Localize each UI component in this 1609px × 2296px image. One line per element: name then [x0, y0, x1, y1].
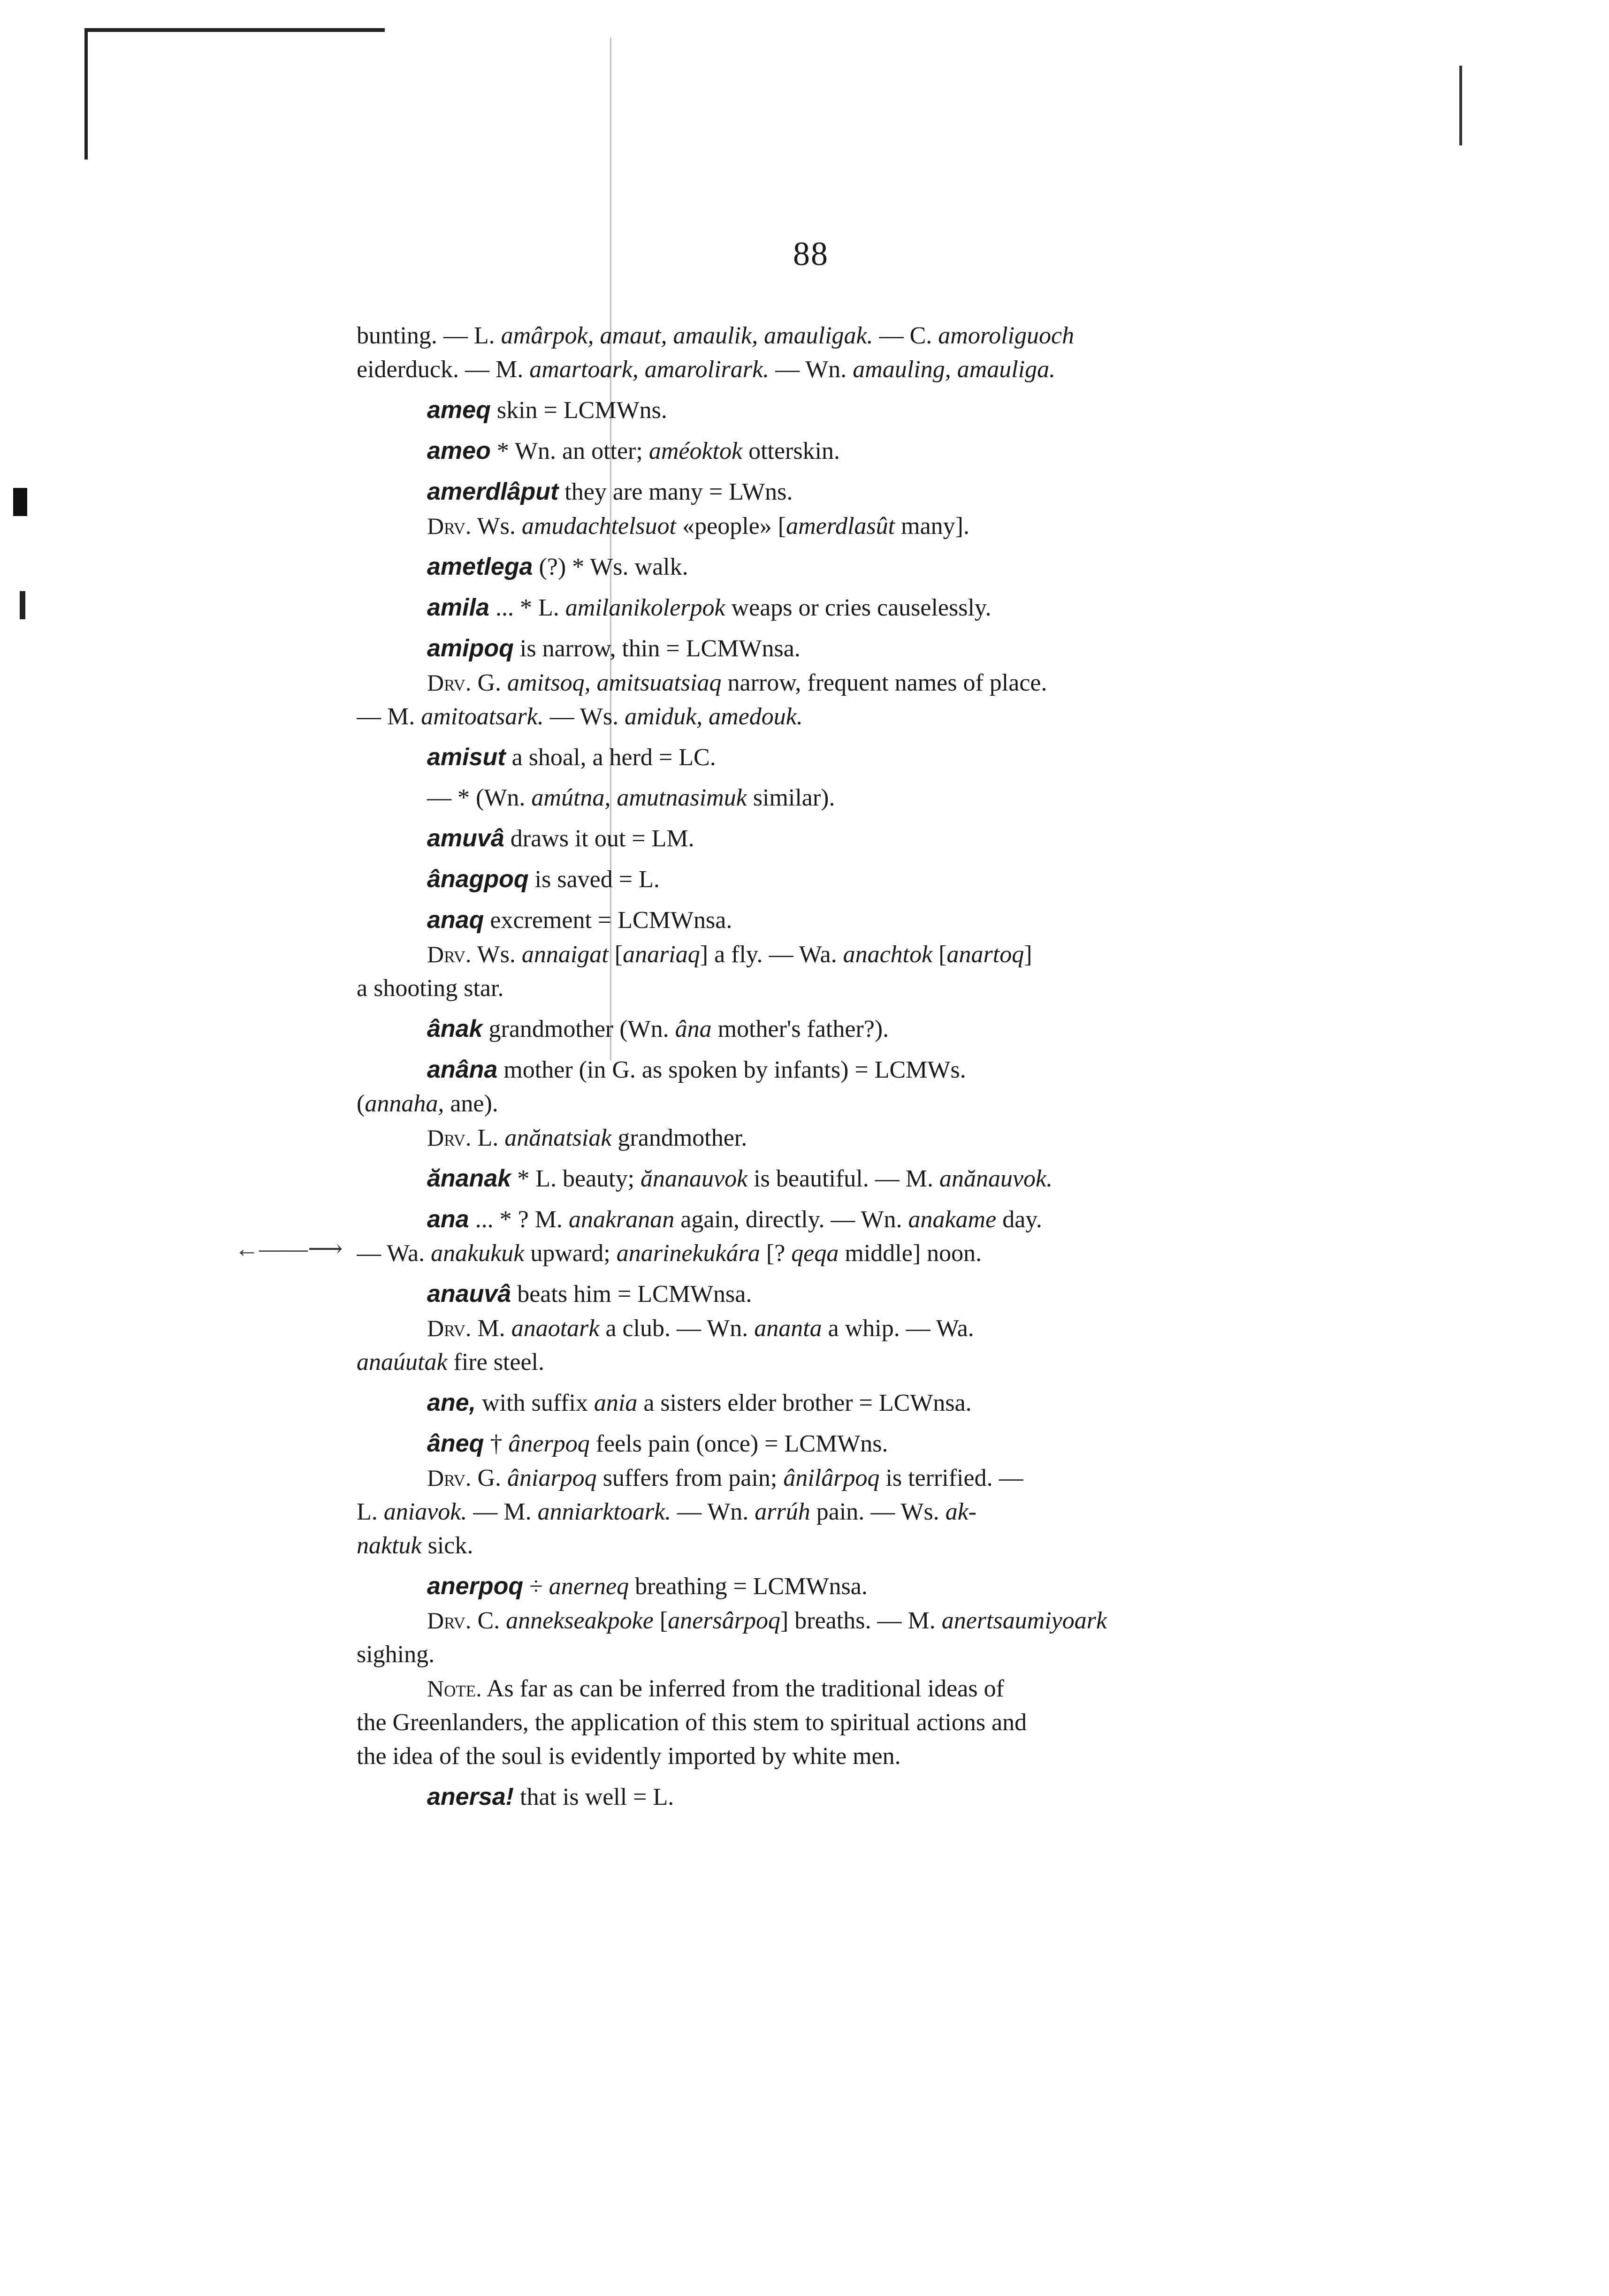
text-line: [357, 1706, 1276, 1740]
text-run: is narrow, thin = LCMWnsa.: [513, 635, 801, 662]
text-run: amartoark, amarolirark.: [529, 356, 770, 383]
text-run: pain. — Ws.: [810, 1498, 946, 1525]
scan-border-right: [1459, 66, 1462, 145]
text-run: ... * L.: [489, 594, 565, 621]
text-run: annaha,: [365, 1090, 444, 1117]
text-run: grandmother (Wn.: [482, 1016, 675, 1042]
text-run: ] a fly. — Wa.: [700, 941, 843, 968]
text-run: amerdlasût: [786, 513, 895, 540]
text-line: [357, 1495, 1276, 1529]
text-line: [357, 1087, 1276, 1121]
text-line: [357, 1277, 1276, 1311]
scan-border-left: [84, 28, 88, 160]
text-line: [357, 781, 1276, 815]
text-run: G.: [471, 1465, 507, 1491]
text-run: anniarktoark.: [537, 1498, 671, 1525]
headword: âneq: [427, 1430, 484, 1457]
text-line: [357, 475, 1276, 509]
text-run: anaotark: [511, 1315, 600, 1342]
headword: anauvâ: [427, 1280, 511, 1308]
text-run: breathing = LCMWnsa.: [629, 1573, 868, 1600]
text-run: draws it out = LM.: [504, 825, 694, 852]
text-line: [357, 1386, 1276, 1420]
scan-border-top: [84, 28, 385, 32]
text-run: narrow, frequent names of place.: [721, 669, 1047, 696]
text-run: a club. — Wn.: [599, 1315, 755, 1342]
headword: anâna: [427, 1056, 498, 1083]
text-run: naktuk: [357, 1532, 422, 1559]
text-run: ÷: [523, 1573, 549, 1600]
text-run: — M.: [467, 1498, 538, 1525]
section-label: Drv.: [427, 513, 472, 539]
text-run: âniarpoq: [507, 1465, 597, 1491]
text-line: [357, 1053, 1276, 1087]
text-run: ]: [1024, 941, 1032, 968]
text-run: annaigat: [521, 941, 609, 968]
text-run: again, directly. — Wn.: [674, 1206, 908, 1233]
section-label: Drv.: [427, 1607, 472, 1634]
headword: ameq: [427, 396, 491, 424]
text-run: âna: [675, 1016, 712, 1042]
text-run: bunting. — L.: [357, 322, 501, 349]
headword: ânagpoq: [427, 866, 529, 893]
section-label: Drv.: [427, 1465, 472, 1491]
text-run: amilanikolerpok: [565, 594, 725, 621]
text-run: amitoatsark.: [421, 703, 544, 730]
headword: amuvâ: [427, 825, 504, 852]
text-line: [357, 550, 1276, 584]
text-run: otterskin.: [742, 438, 840, 464]
text-run: L.: [471, 1125, 505, 1151]
text-line: [357, 319, 1276, 353]
text-line: [357, 1672, 1276, 1706]
text-run: anneksеakpoke: [506, 1607, 654, 1634]
text-run: ak-: [945, 1498, 977, 1525]
text-run: middle] noon.: [839, 1240, 982, 1267]
text-run: amitsoq, amitsuatsiaq: [507, 669, 722, 696]
text-run: [?: [760, 1240, 792, 1267]
text-line: [357, 1604, 1276, 1638]
text-run: the idea of the soul is evidently imported by white men.: [357, 1743, 901, 1770]
section-label: Drv.: [427, 1125, 472, 1151]
hand-drawn-arrow-icon: ←——⟶: [235, 1236, 343, 1262]
text-run: L.: [357, 1498, 384, 1525]
text-line: [357, 1427, 1276, 1461]
text-line: [357, 1121, 1276, 1155]
section-label: Drv.: [427, 941, 472, 967]
headword: ametlega: [427, 553, 533, 580]
text-run: qeqa: [791, 1240, 839, 1267]
text-run: anakame: [908, 1206, 997, 1233]
text-run: — * (Wn.: [427, 784, 532, 811]
headword: ana: [427, 1206, 469, 1233]
margin-ink-mark: [20, 591, 25, 619]
text-run: upward;: [524, 1240, 617, 1267]
text-run: arrúh: [755, 1498, 810, 1525]
text-run: [: [932, 941, 947, 968]
text-run: * Wn. an otter;: [490, 438, 649, 464]
text-run: — M.: [357, 703, 421, 730]
text-run: with suffix: [476, 1390, 594, 1416]
text-run: amudachtelsuot: [521, 513, 677, 540]
text-run: * L. beauty;: [511, 1165, 641, 1192]
text-run: anakranan: [568, 1206, 675, 1233]
text-run: amiduk, amedouk.: [625, 703, 803, 730]
text-run: amauling, amauliga.: [853, 356, 1056, 383]
text-run: is saved = L.: [528, 866, 660, 893]
text-line: [357, 937, 1276, 972]
headword: amila: [427, 594, 489, 621]
text-run: they are many = LWns.: [558, 479, 793, 505]
text-run: Ws.: [471, 513, 522, 540]
text-run: suffers from pain;: [596, 1465, 784, 1491]
text-line: [357, 740, 1276, 775]
text-line: [357, 1311, 1276, 1346]
text-run: ânerpoq: [508, 1430, 590, 1457]
headword: anerpoq: [427, 1573, 524, 1600]
text-run: weaps or cries causelessly.: [725, 594, 991, 621]
headword: amerdlâput: [427, 478, 559, 505]
text-run: sick.: [421, 1532, 473, 1559]
text-run: amútna, amutnasimuk: [531, 784, 747, 811]
text-line: [357, 972, 1276, 1005]
text-run: beats him = LCMWnsa.: [511, 1281, 752, 1308]
text-run: — Wa.: [357, 1240, 431, 1267]
headword: amipoq: [427, 635, 514, 662]
text-run: anănatsiak: [504, 1125, 612, 1151]
text-run: anarinekukára: [616, 1240, 760, 1267]
text-run: As far as can be inferred from the traditional ideas of: [481, 1675, 1004, 1702]
text-run: grandmother.: [611, 1125, 747, 1151]
text-run: G.: [471, 669, 507, 696]
text-run: ania: [594, 1390, 638, 1416]
text-run: ] breaths. — M.: [780, 1607, 942, 1634]
text-line: [357, 1780, 1276, 1814]
text-run: anartoq: [946, 941, 1024, 968]
text-line: [357, 1638, 1276, 1672]
text-run: anertsaumiyoark: [941, 1607, 1107, 1634]
text-run: anariaq: [623, 941, 700, 968]
text-line: [357, 591, 1276, 625]
section-label: Drv.: [427, 1315, 472, 1341]
text-run: anaúutak: [357, 1349, 448, 1376]
headword: anersa!: [427, 1783, 514, 1810]
text-line: [357, 1346, 1276, 1379]
text-run: M.: [471, 1315, 511, 1342]
dictionary-entries: [357, 319, 1276, 1814]
text-run: a shoal, a herd = LC.: [505, 744, 716, 771]
text-run: feels pain (once) = LCMWns.: [589, 1430, 888, 1457]
page-number: 88: [793, 235, 829, 273]
headword: ane,: [427, 1389, 476, 1416]
text-run: ananta: [754, 1315, 822, 1342]
text-line: [357, 1237, 1276, 1270]
text-run: — Wn.: [671, 1498, 755, 1525]
text-line: [357, 1202, 1276, 1237]
text-line: [357, 1569, 1276, 1604]
section-label: Drv.: [427, 669, 472, 696]
headword: ameo: [427, 437, 491, 464]
text-line: [357, 666, 1276, 700]
text-run: a shooting star.: [357, 975, 504, 1002]
text-run: [: [653, 1607, 668, 1634]
text-run: ... * ? M.: [469, 1206, 569, 1233]
text-line: [357, 434, 1276, 468]
text-run: ănanauvok: [641, 1165, 748, 1192]
text-run: Ws.: [471, 941, 522, 968]
text-line: [357, 862, 1276, 897]
text-line: [357, 631, 1276, 666]
text-run: excrement = LCMWnsa.: [484, 907, 732, 934]
text-line: [357, 1162, 1276, 1196]
text-line: [357, 353, 1276, 387]
text-run: similar).: [747, 784, 835, 811]
text-line: [357, 1461, 1276, 1495]
section-label: Note.: [427, 1675, 482, 1702]
text-run: — Ws.: [543, 703, 625, 730]
headword: anaq: [427, 906, 484, 934]
text-run: amârpok, amaut, amaulik, amauligak.: [501, 322, 873, 349]
text-run: anerneq: [549, 1573, 629, 1600]
text-run: the Greenlanders, the application of this stem to spiritual actions and: [357, 1709, 1027, 1736]
text-run: mother (in G. as spoken by infants) = LCMWs.: [497, 1057, 966, 1083]
headword: ânak: [427, 1015, 483, 1042]
text-run: améoktok: [648, 438, 743, 464]
text-run: ane).: [444, 1090, 498, 1117]
text-run: [: [608, 941, 623, 968]
text-run: (: [357, 1090, 365, 1117]
text-line: [357, 1740, 1276, 1773]
text-run: a sisters elder brother = LCWnsa.: [637, 1390, 972, 1416]
text-line: [357, 393, 1276, 427]
text-run: a whip. — Wa.: [822, 1315, 974, 1342]
text-run: C.: [471, 1607, 506, 1634]
text-run: — C.: [873, 322, 938, 349]
headword: ănanak: [427, 1165, 511, 1192]
text-run: mother's father?).: [711, 1016, 889, 1042]
text-run: †: [484, 1430, 509, 1457]
text-run: (?) * Ws. walk.: [533, 554, 688, 580]
text-line: [357, 509, 1276, 543]
text-line: [357, 1529, 1276, 1563]
text-run: amoroliguoch: [938, 322, 1075, 349]
text-run: that is well = L.: [514, 1784, 674, 1810]
text-run: anersârpoq: [668, 1607, 780, 1634]
text-run: fire steel.: [447, 1349, 544, 1376]
text-run: «people» [: [676, 513, 786, 540]
text-run: anănauvok.: [939, 1165, 1053, 1192]
text-run: eiderduck. — M.: [357, 356, 530, 383]
text-run: ânilârpoq: [783, 1465, 880, 1491]
text-run: is terrified. —: [879, 1465, 1023, 1491]
text-line: [357, 700, 1276, 734]
text-run: anakukuk: [431, 1240, 525, 1267]
headword: amisut: [427, 744, 506, 771]
text-run: sighing.: [357, 1641, 435, 1668]
text-run: many].: [895, 513, 969, 540]
text-line: [357, 903, 1276, 937]
text-run: anachtok: [843, 941, 933, 968]
text-run: — Wn.: [769, 356, 853, 383]
text-run: skin = LCMWns.: [490, 397, 667, 424]
text-line: [357, 1012, 1276, 1046]
text-run: is beautiful. — M.: [747, 1165, 939, 1192]
margin-ink-mark: [13, 488, 27, 516]
text-run: aniavok.: [383, 1498, 467, 1525]
text-run: day.: [996, 1206, 1042, 1233]
text-line: [357, 821, 1276, 856]
